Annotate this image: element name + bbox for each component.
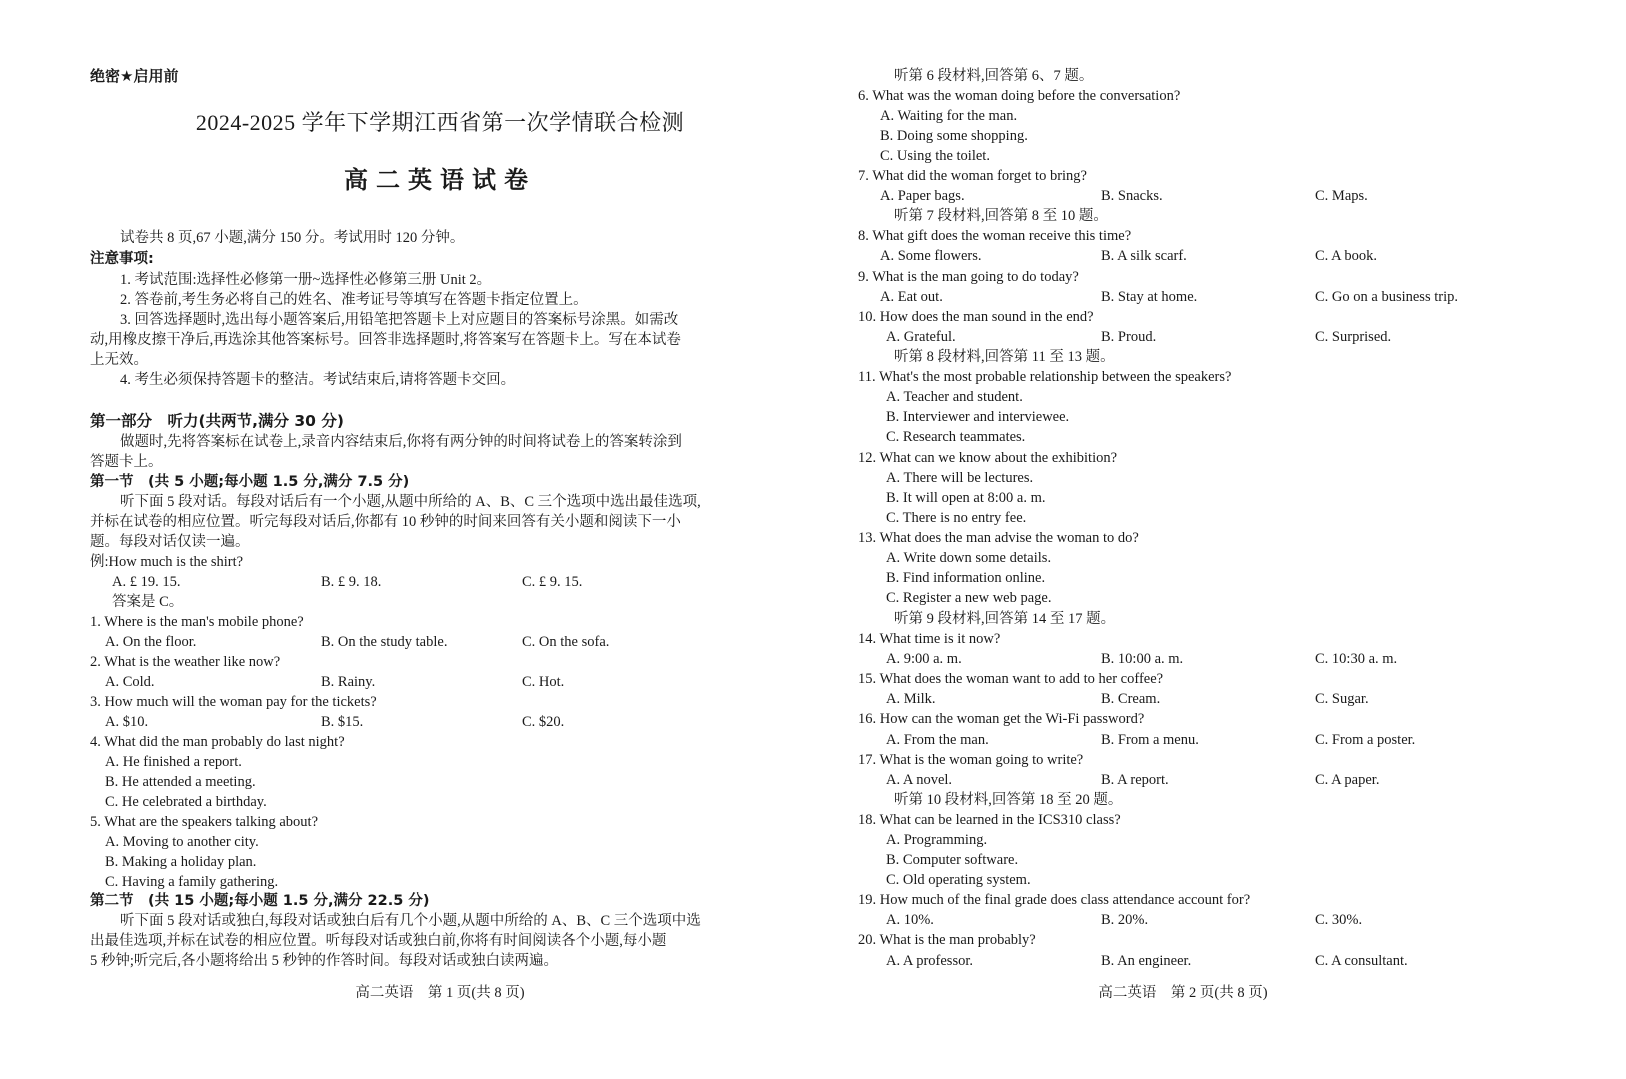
option-c: C. Hot. — [522, 674, 565, 690]
option-b: B. It will open at 8:00 a. m. — [886, 490, 1046, 506]
option-a: A. Eat out. — [880, 289, 943, 305]
exam-page-2 — [858, 0, 1508, 1079]
material-heading: 听第 10 段材料,回答第 18 至 20 题。 — [894, 792, 1123, 808]
question-1: 1. Where is the man's mobile phone? — [90, 614, 304, 630]
question-13: 13. What does the man advise the woman to do? — [858, 530, 1139, 546]
option-a: A. He finished a report. — [105, 754, 242, 770]
question-17: 17. What is the woman going to write? — [858, 752, 1084, 768]
notice-item: 上无效。 — [90, 352, 148, 368]
section2-desc: 听下面 5 段对话或独白,每段对话或独白后有几个小题,从题中所给的 A、B、C 三个选项中选 — [120, 913, 701, 929]
question-8: 8. What gift does the woman receive this time? — [858, 228, 1132, 244]
section2-desc: 5 秒钟;听完后,各小题将给出 5 秒钟的作答时间。每段对话或独白读两遍。 — [90, 953, 559, 969]
notice-title: 注意事项: — [90, 251, 154, 267]
option-a: A. Teacher and student. — [886, 389, 1023, 405]
option-a: A. There will be lectures. — [886, 470, 1034, 486]
option-a: A. Some flowers. — [880, 248, 982, 264]
exam-title: 2024-2025 学年下学期江西省第一次学情联合检测 — [195, 110, 685, 135]
section1-title: 第一节 (共 5 小题;每小题 1.5 分,满分 7.5 分) — [90, 474, 410, 490]
exam-info: 试卷共 8 页,67 小题,满分 150 分。考试用时 120 分钟。 — [120, 230, 465, 246]
option-c: C. From a poster. — [1315, 732, 1416, 748]
question-5: 5. What are the speakers talking about? — [90, 814, 319, 830]
option-a: A. Paper bags. — [880, 188, 965, 204]
option-c: C. 30%. — [1315, 912, 1363, 928]
part1-desc: 答题卡上。 — [90, 454, 163, 470]
option-b: B. From a menu. — [1101, 732, 1199, 748]
option-a: A. Write down some details. — [886, 550, 1052, 566]
option-c: C. £ 9. 15. — [522, 574, 583, 590]
option-c: C. He celebrated a birthday. — [105, 794, 267, 810]
material-heading: 听第 8 段材料,回答第 11 至 13 题。 — [894, 349, 1115, 365]
option-c: C. There is no entry fee. — [886, 510, 1027, 526]
option-b: B. 10:00 a. m. — [1101, 651, 1184, 667]
question-7: 7. What did the woman forget to bring? — [858, 168, 1087, 184]
page-footer: 高二英语 第 2 页(共 8 页) — [1098, 985, 1268, 1001]
option-c: C. A paper. — [1315, 772, 1380, 788]
option-a: A. On the floor. — [105, 634, 197, 650]
option-b: B. An engineer. — [1101, 953, 1192, 969]
option-b: B. He attended a meeting. — [105, 774, 256, 790]
option-a: A. Programming. — [886, 832, 988, 848]
option-b: B. $15. — [321, 714, 364, 730]
option-c: C. A consultant. — [1315, 953, 1408, 969]
section2-desc: 出最佳选项,并标在试卷的相应位置。听每段对话或独白前,你将有时间阅读各个小题,每小题 — [90, 933, 667, 949]
section2-title: 第二节 (共 15 小题;每小题 1.5 分,满分 22.5 分) — [90, 893, 430, 909]
option-a: A. Cold. — [105, 674, 155, 690]
notice-item: 1. 考试范围:选择性必修第一册~选择性必修第三册 Unit 2。 — [120, 272, 492, 288]
option-a: A. 10%. — [886, 912, 934, 928]
option-b: B. Stay at home. — [1101, 289, 1198, 305]
option-c: C. Having a family gathering. — [105, 874, 279, 890]
notice-item: 2. 答卷前,考生务必将自己的姓名、准考证号等填写在答题卡指定位置上。 — [120, 292, 588, 308]
question-12: 12. What can we know about the exhibition? — [858, 450, 1118, 466]
option-a: A. $10. — [105, 714, 149, 730]
question-2: 2. What is the weather like now? — [90, 654, 281, 670]
option-b: B. A report. — [1101, 772, 1169, 788]
option-a: A. Waiting for the man. — [880, 108, 1018, 124]
notice-item: 3. 回答选择题时,选出每小题答案后,用铅笔把答题卡上对应题目的答案标号涂黑。如需改 — [120, 312, 679, 328]
option-c: C. Register a new web page. — [886, 590, 1052, 606]
page-footer: 高二英语 第 1 页(共 8 页) — [355, 985, 525, 1001]
option-c: C. Surprised. — [1315, 329, 1392, 345]
question-10: 10. How does the man sound in the end? — [858, 309, 1094, 325]
question-20: 20. What is the man probably? — [858, 932, 1036, 948]
question-19: 19. How much of the final grade does class attendance account for? — [858, 892, 1251, 908]
notice-item: 4. 考生必须保持答题卡的整洁。考试结束后,请将答题卡交回。 — [120, 372, 516, 388]
section1-desc: 听下面 5 段对话。每段对话后有一个小题,从题中所给的 A、B、C 三个选项中选出最佳选项, — [120, 494, 701, 510]
question-15: 15. What does the woman want to add to her coffee? — [858, 671, 1164, 687]
option-c: C. A book. — [1315, 248, 1378, 264]
option-a: A. 9:00 a. m. — [886, 651, 962, 667]
question-11: 11. What's the most probable relationship between the speakers? — [858, 369, 1232, 385]
question-6: 6. What was the woman doing before the conversation? — [858, 88, 1181, 104]
part1-title: 第一部分 听力(共两节,满分 30 分) — [90, 412, 344, 430]
exam-subtitle: 高二英语试卷 — [344, 166, 536, 194]
option-b: B. Making a holiday plan. — [105, 854, 257, 870]
option-b: B. Interviewer and interviewee. — [886, 409, 1070, 425]
option-b: B. Proud. — [1101, 329, 1157, 345]
option-c: C. $20. — [522, 714, 565, 730]
option-a: A. A novel. — [886, 772, 953, 788]
option-c: C. Research teammates. — [886, 429, 1026, 445]
part1-desc: 做题时,先将答案标在试卷上,录音内容结束后,你将有两分钟的时间将试卷上的答案转涂到 — [120, 434, 682, 450]
question-16: 16. How can the woman get the Wi-Fi password? — [858, 711, 1145, 727]
option-a: A. Milk. — [886, 691, 936, 707]
option-b: B. 20%. — [1101, 912, 1149, 928]
option-c: C. Maps. — [1315, 188, 1368, 204]
question-18: 18. What can be learned in the ICS310 class? — [858, 812, 1121, 828]
exam-page-1 — [90, 0, 790, 1079]
notice-item: 动,用橡皮擦干净后,再选涂其他答案标号。回答非选择题时,将答案写在答题卡上。写在本试卷 — [90, 332, 681, 348]
option-c: C. 10:30 a. m. — [1315, 651, 1398, 667]
option-c: C. On the sofa. — [522, 634, 610, 650]
option-b: B. Computer software. — [886, 852, 1019, 868]
option-a: A. £ 19. 15. — [112, 574, 181, 590]
option-a: A. A professor. — [886, 953, 973, 969]
option-b: B. Find information online. — [886, 570, 1046, 586]
option-a: A. Moving to another city. — [105, 834, 259, 850]
material-heading: 听第 9 段材料,回答第 14 至 17 题。 — [894, 611, 1116, 627]
option-b: B. On the study table. — [321, 634, 448, 650]
option-b: B. Doing some shopping. — [880, 128, 1028, 144]
material-heading: 听第 6 段材料,回答第 6、7 题。 — [894, 68, 1094, 84]
option-b: B. £ 9. 18. — [321, 574, 382, 590]
option-a: A. Grateful. — [886, 329, 956, 345]
question-9: 9. What is the man going to do today? — [858, 269, 1079, 285]
example-question: 例:How much is the shirt? — [90, 554, 244, 570]
option-b: B. A silk scarf. — [1101, 248, 1187, 264]
option-a: A. From the man. — [886, 732, 989, 748]
option-b: B. Cream. — [1101, 691, 1161, 707]
question-3: 3. How much will the woman pay for the tickets? — [90, 694, 377, 710]
option-c: C. Using the toilet. — [880, 148, 990, 164]
section1-desc: 并标在试卷的相应位置。听完每段对话后,你都有 10 秒钟的时间来回答有关小题和阅读下一小 — [90, 514, 681, 530]
example-answer: 答案是 C。 — [112, 594, 184, 610]
question-4: 4. What did the man probably do last night? — [90, 734, 345, 750]
option-c: C. Sugar. — [1315, 691, 1369, 707]
material-heading: 听第 7 段材料,回答第 8 至 10 题。 — [894, 208, 1108, 224]
question-14: 14. What time is it now? — [858, 631, 1001, 647]
option-c: C. Old operating system. — [886, 872, 1031, 888]
section1-desc: 题。每段对话仅读一遍。 — [90, 534, 250, 550]
option-b: B. Rainy. — [321, 674, 376, 690]
confidential-mark: 绝密★启用前 — [90, 67, 179, 85]
option-c: C. Go on a business trip. — [1315, 289, 1458, 305]
option-b: B. Snacks. — [1101, 188, 1163, 204]
